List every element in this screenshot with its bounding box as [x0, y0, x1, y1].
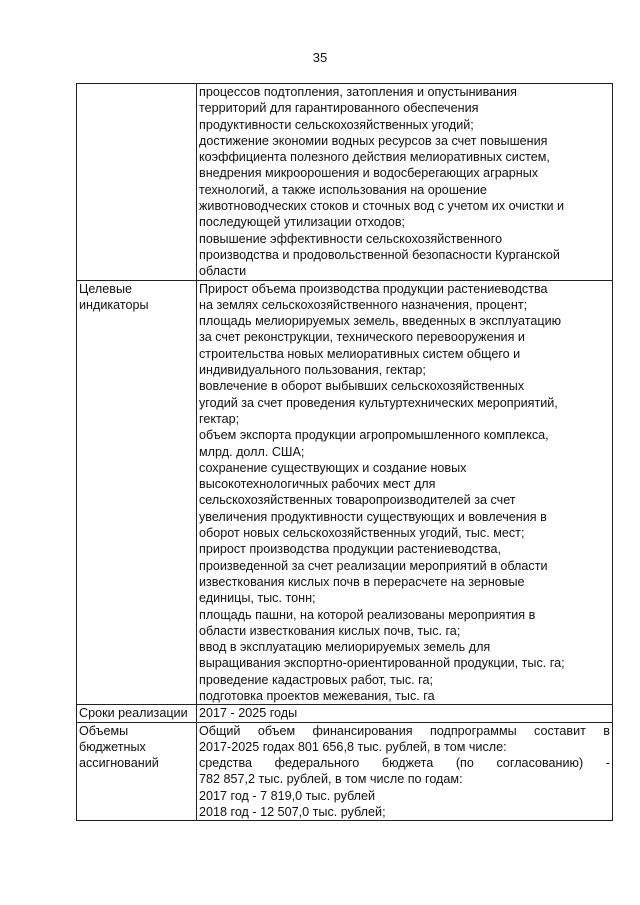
- table-row: [77, 84, 613, 281]
- text-line: области: [199, 264, 247, 279]
- row-value-cell: [197, 722, 613, 821]
- text-line: животноводческих стоков и сточных вод с учетом их очистки и: [199, 199, 565, 214]
- text-line: производства и продовольственной безопасности Курганской: [199, 247, 560, 262]
- text-line: выращивания экспортно-ориентированной продукции, тыс. га;: [199, 656, 565, 671]
- page-number: 35: [312, 50, 328, 65]
- table-row: [77, 280, 613, 705]
- text-line: строительства новых мелиоративных систем общего и: [199, 346, 521, 361]
- row-label: Объемы: [79, 723, 129, 738]
- text-line: произведенной за счет реализации мероприятий в области: [199, 558, 548, 573]
- text-line: 2018 год - 12 507,0 тыс. рублей;: [199, 805, 386, 820]
- text-line: Прирост объема производства продукции растениеводства: [199, 281, 548, 296]
- text-line: площадь мелиорируемых земель, введенных в эксплуатацию: [199, 314, 562, 329]
- text-line: прирост производства продукции растениеводства,: [199, 542, 501, 557]
- text-line: на землях сельскохозяйственного назначения, процент;: [199, 297, 528, 312]
- text-line: коэффициента полезного действия мелиоративных систем,: [199, 150, 550, 165]
- text-line: 782 857,2 тыс. рублей, в том числе по годам:: [199, 772, 463, 787]
- row-label-cell: [77, 705, 197, 722]
- row-label-cell: [77, 280, 197, 705]
- text-line: технологий, а также использования на орошение: [199, 182, 487, 197]
- text-line: млрд. долл. США;: [199, 444, 305, 459]
- text-line: повышение эффективности сельскохозяйственного: [199, 231, 503, 246]
- text-line: объем экспорта продукции агропромышленного комплекса,: [199, 428, 549, 443]
- text-line: средства федерального бюджета (по согласованию) -: [199, 756, 610, 771]
- text-line: проведение кадастровых работ, тыс. га;: [199, 672, 433, 687]
- text-line: гектар;: [199, 411, 240, 426]
- text-line: вовлечение в оборот выбывших сельскохозяйственных: [199, 379, 525, 394]
- text-line: сохранение существующих и создание новых: [199, 460, 467, 475]
- row-label: индикаторы: [79, 297, 149, 312]
- text-line: подготовка проектов межевания, тыс. га: [199, 688, 435, 703]
- text-line: за счет реконструкции, технического перевооружения и: [199, 330, 525, 345]
- table-row: [77, 705, 613, 722]
- row-label: бюджетных: [79, 739, 146, 754]
- text-line: 2017 год - 7 819,0 тыс. рублей: [199, 788, 376, 803]
- text-line: высокотехнологичных рабочих мест для: [199, 477, 436, 492]
- text-line: процессов подтопления, затопления и опустынивания: [199, 85, 517, 99]
- text-line: продуктивности сельскохозяйственных угодий;: [199, 117, 474, 132]
- text-line: сельскохозяйственных товаропроизводителей за счет: [199, 493, 516, 508]
- text-line: достижение экономии водных ресурсов за счет повышения: [199, 133, 548, 148]
- text-line: известкования кислых почв в перерасчете на зерновые: [199, 574, 525, 589]
- text-line: оборот новых сельскохозяйственных угодий, тыс. мест;: [199, 526, 525, 541]
- text-line: внедрения микроорошения и водосберегающих аграрных: [199, 166, 539, 181]
- row-label: Сроки реализации: [79, 706, 188, 721]
- row-label-cell: [77, 84, 197, 281]
- table-row: [77, 722, 613, 821]
- text-line: 2017-2025 годах 801 656,8 тыс. рублей, в том числе:: [199, 739, 507, 754]
- row-label: Целевые: [79, 281, 133, 296]
- text-line: увеличения продуктивности существующих и вовлечения в: [199, 509, 547, 524]
- text-line: индивидуального пользования, гектар;: [199, 363, 426, 378]
- row-label-cell: [77, 722, 197, 821]
- row-label: ассигнований: [79, 756, 159, 771]
- text-line: области известкования кислых почв, тыс. га;: [199, 623, 461, 638]
- text-line: ввод в эксплуатацию мелиорируемых земель для: [199, 640, 491, 655]
- text-line: единицы, тыс. тонн;: [199, 591, 316, 606]
- row-value-cell: [197, 84, 613, 281]
- text-line: площадь пашни, на которой реализованы мероприятия в: [199, 607, 536, 622]
- text-line: последующей утилизации отходов;: [199, 215, 406, 230]
- text-line: Общий объем финансирования подпрограммы составит в: [199, 723, 610, 738]
- passport-table: [76, 83, 613, 821]
- row-value-cell: [197, 705, 613, 722]
- row-value-cell: [197, 280, 613, 705]
- text-line: угодий за счет проведения культуртехнических мероприятий,: [199, 395, 558, 410]
- text-line: 2017 - 2025 годы: [199, 706, 298, 721]
- text-line: территорий для гарантированного обеспечения: [199, 101, 479, 116]
